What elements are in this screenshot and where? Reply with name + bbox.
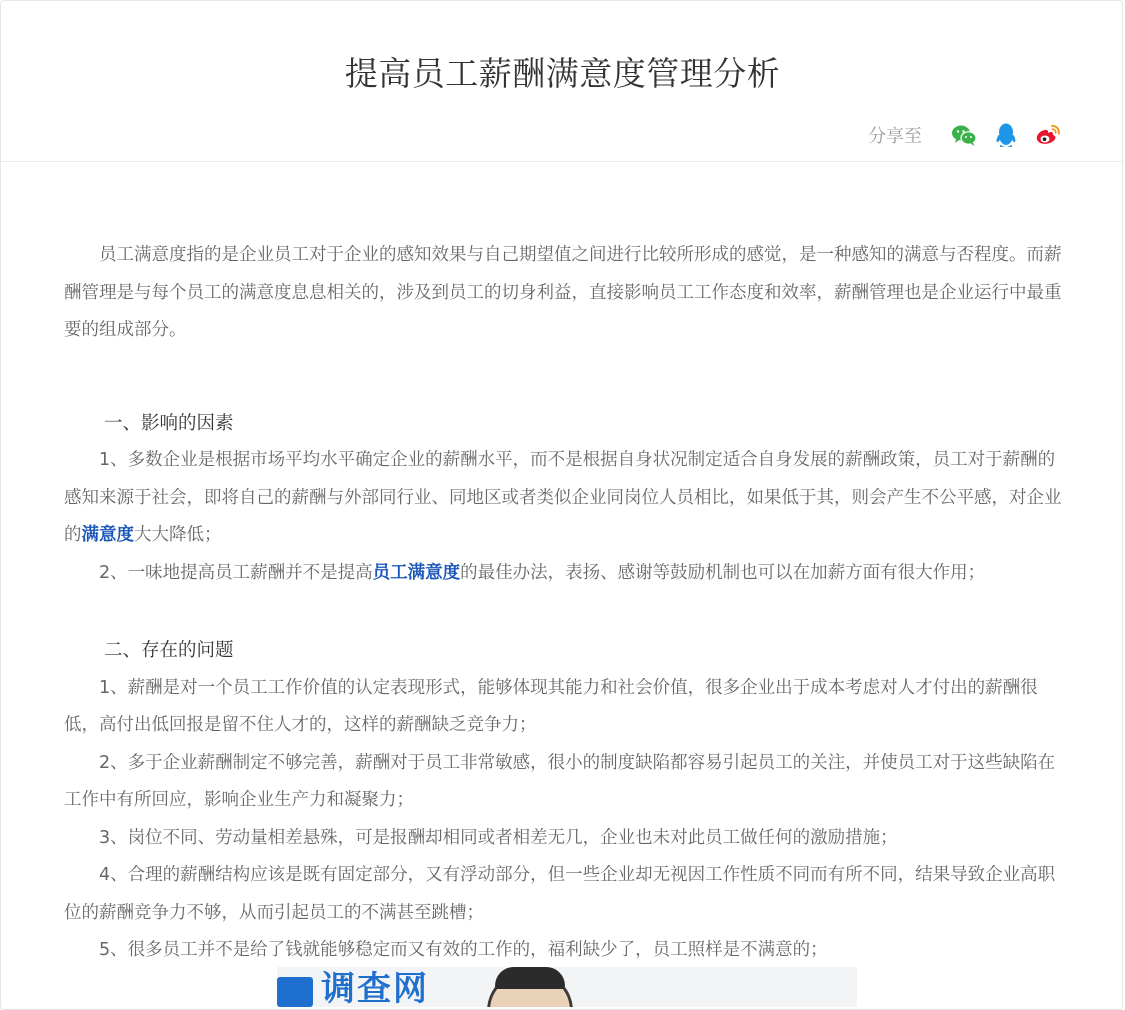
item-text: 2、一味地提高员工薪酬并不是提高 <box>99 562 373 583</box>
article-title: 提高员工薪酬满意度管理分析 <box>344 54 781 93</box>
list-item: 3、岗位不同、劳动量相差悬殊，可是报酬却相同或者相差无几，企业也未对此员工做任何的激励措施； <box>99 827 898 848</box>
article-image <box>277 967 857 1007</box>
section-heading-factors: 一、影响的因素 <box>104 412 234 434</box>
image-logo-text: 调查网 <box>321 969 429 1007</box>
wechat-icon[interactable] <box>950 121 978 149</box>
list-item: 4、合理的薪酬结构应该是既有固定部分，又有浮动部分，但一些企业却无视因工作性质不同而有所不同，结果导致企业高职位的薪酬竞争力不够，从而引起员工的不满甚至跳槽； <box>64 865 1056 923</box>
item-text: 大大降低； <box>134 525 222 545</box>
keyword-link-employee-satisfaction[interactable]: 员工满意度 <box>372 562 461 583</box>
list-item: 1、薪酬是对一个员工工作价值的认定表现形式，能够体现其能力和社会价值，很多企业出于成本考虑对人才付出的薪酬很低，高付出低回报是留不住人才的，这样的薪酬缺乏竞争力； <box>64 677 1038 735</box>
survey-logo-icon <box>277 977 313 1007</box>
intro-paragraph: 员工满意度指的是企业员工对于企业的感知效果与自己期望值之间进行比较所形成的感觉，是一种感知的满意与否程度。而薪酬管理是与每个员工的满意度息息相关的，涉及到员工的切身利益，直接影响员工工作态度和效率，薪酬管理也是企业运行中最重要的组成部分。 <box>64 245 1062 340</box>
item-text: 的最佳办法，表扬、感谢等鼓励机制也可以在加薪方面有很大作用； <box>460 562 986 583</box>
list-item: 2、多于企业薪酬制定不够完善，薪酬对于员工非常敏感，很小的制度缺陷都容易引起员工的关注，并使员工对于这些缺陷在工作中有所回应，影响企业生产力和凝聚力； <box>64 752 1056 810</box>
qq-icon[interactable] <box>992 121 1020 149</box>
list-item <box>64 555 1064 593</box>
list-item: 5、很多员工并不是给了钱就能够稳定而又有效的工作的，福利缺少了，员工照样是不满意的； <box>99 940 828 960</box>
share-bar <box>868 119 1062 151</box>
item-text: 1、多数企业是根据市场平均水平确定企业的薪酬水平，而不是根据自身状况制定适合自身发展的薪酬政策，员工对于薪酬的感知来源于社会，即将自己的薪酬与外部同行业、同地区或者类似企业同岗位人员相比，如果低于其，则会产生不公平感，对企业的 <box>64 450 1062 545</box>
section-heading-problems: 二、存在的问题 <box>104 640 234 661</box>
article-body <box>64 237 1064 970</box>
share-label: 分享至 <box>868 126 922 147</box>
cartoon-hair <box>495 967 565 989</box>
weibo-icon[interactable] <box>1034 121 1062 149</box>
keyword-link-satisfaction[interactable]: 满意度 <box>81 525 134 545</box>
list-item <box>64 442 1064 555</box>
article-header <box>1 1 1124 162</box>
